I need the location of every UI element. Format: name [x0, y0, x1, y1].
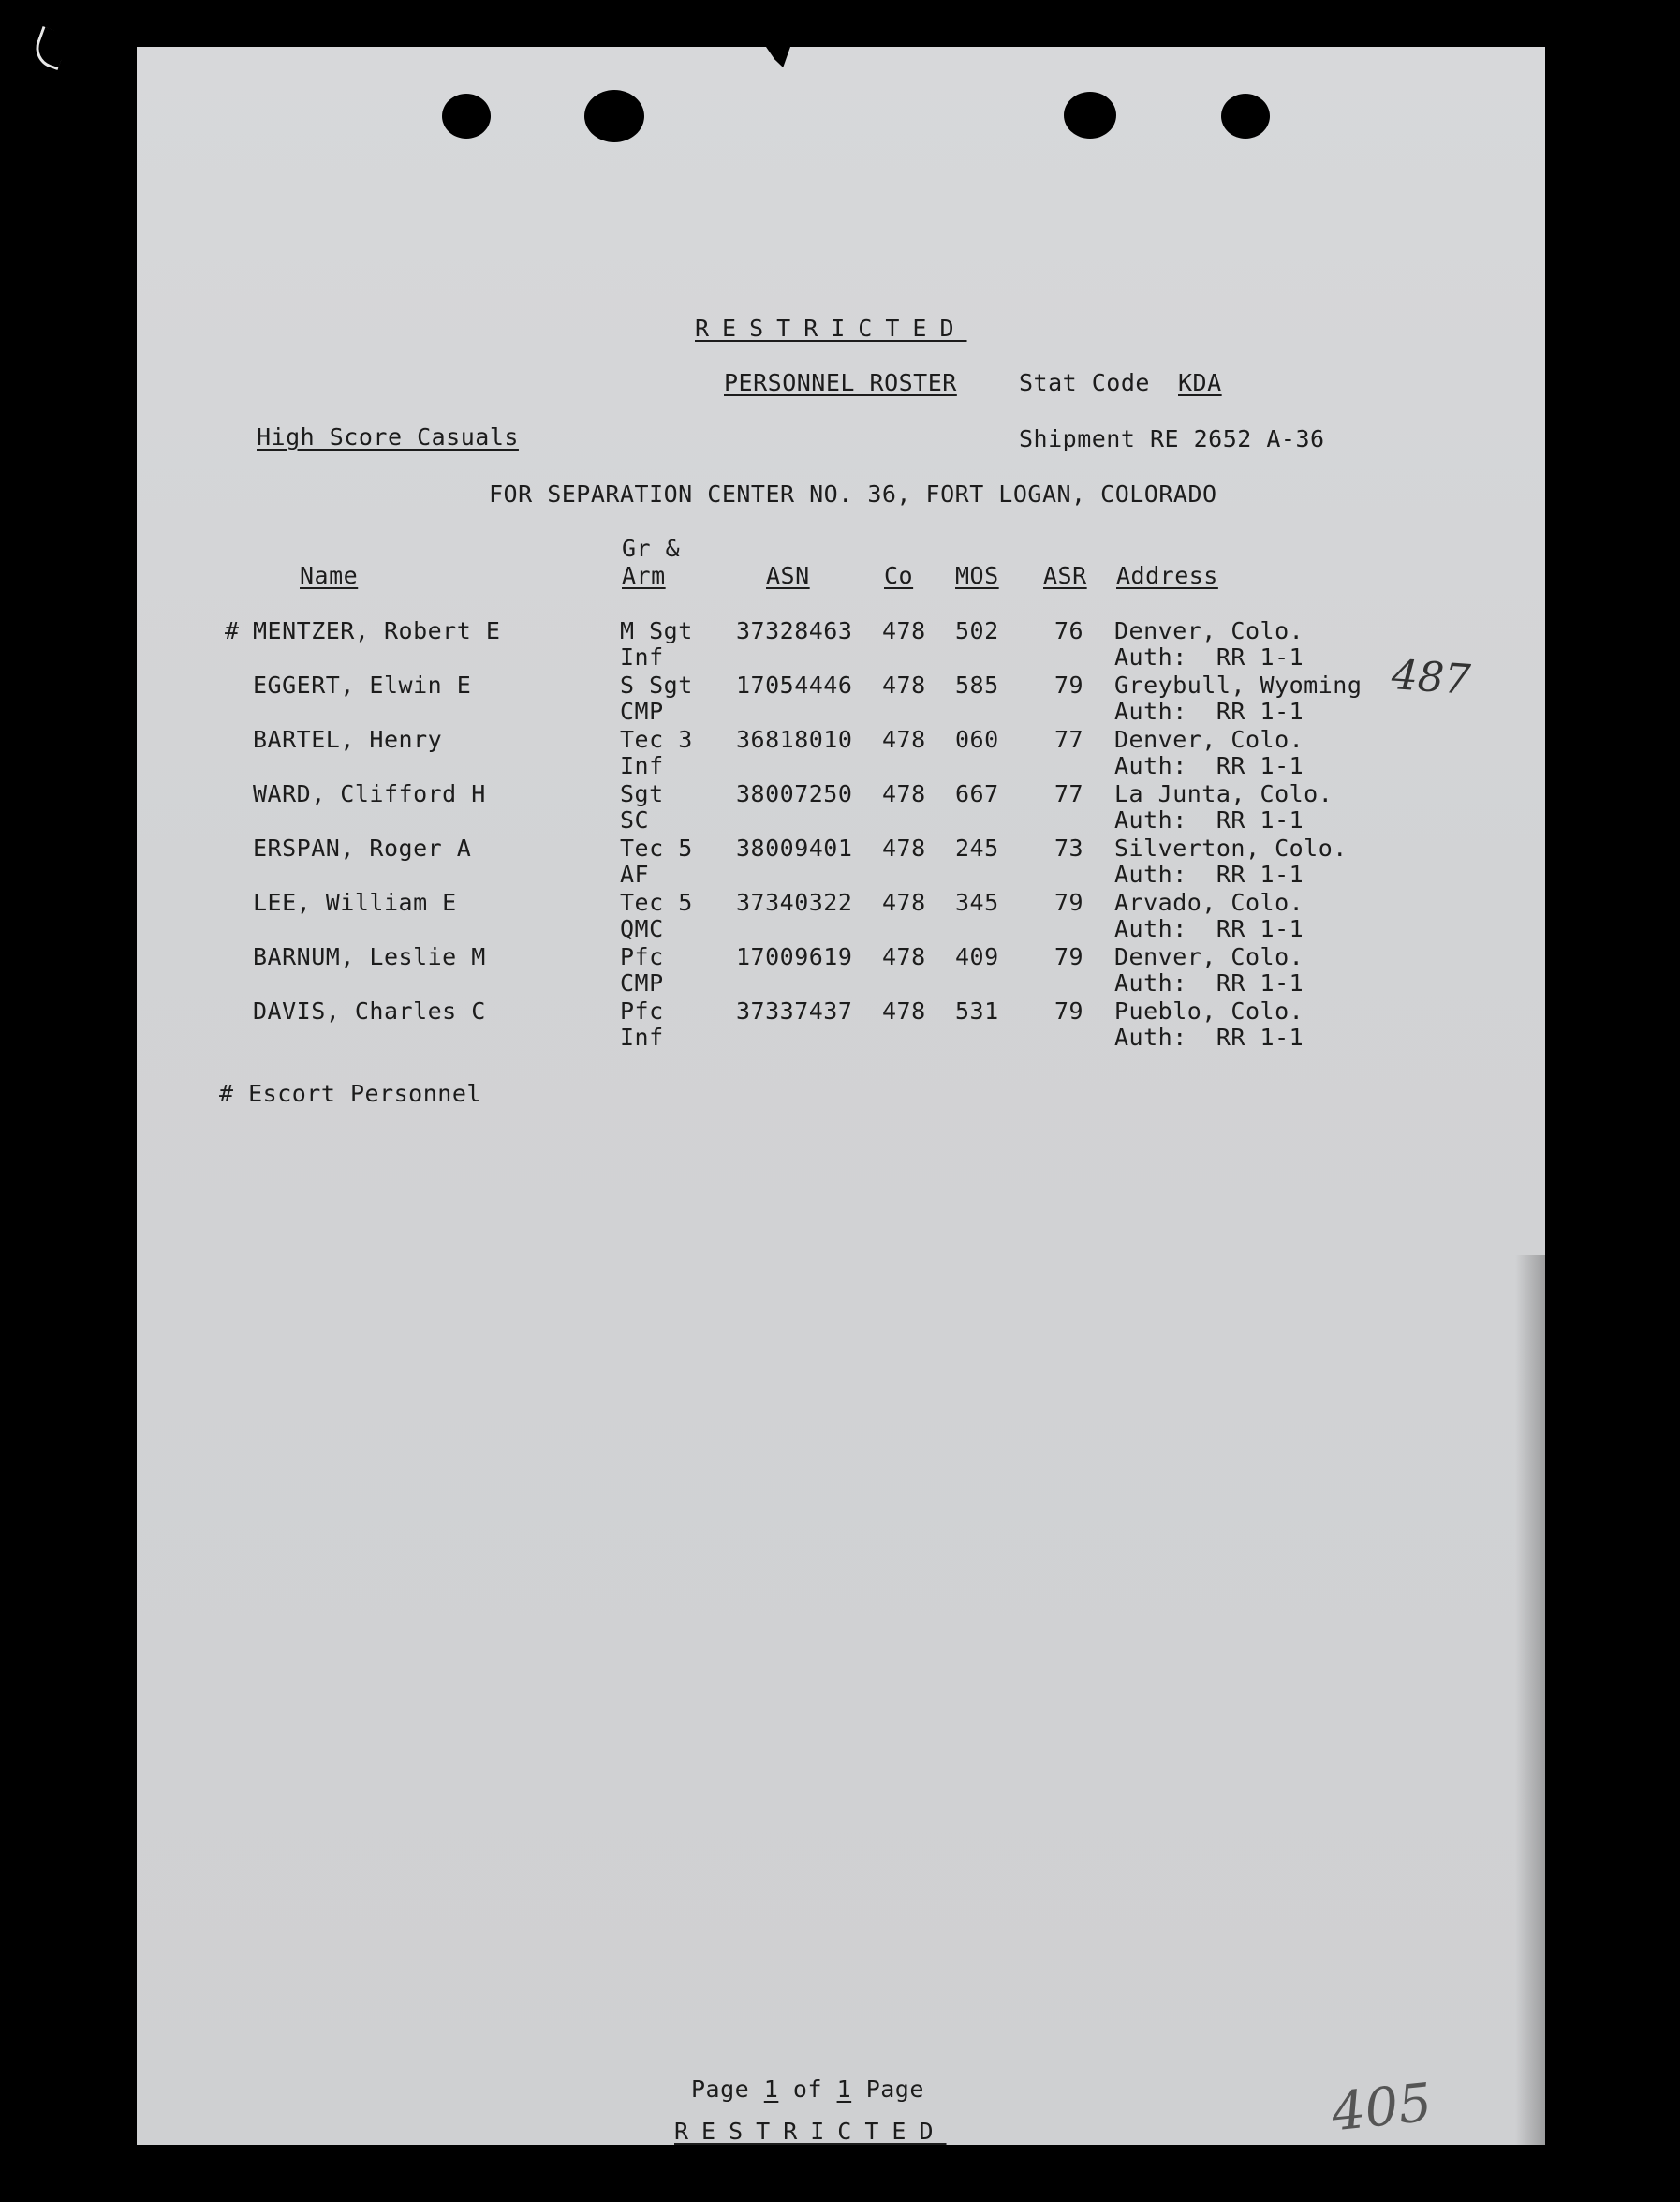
cell-co: 478 [882, 998, 926, 1025]
cell-name: BARNUM, Leslie M [253, 943, 486, 970]
cell-arm: Inf [620, 643, 664, 671]
cell-asr: 79 [1054, 943, 1084, 970]
page-total: 1 [836, 2076, 852, 2103]
cell-arm: QMC [620, 915, 664, 942]
cell-address: Greybull, Wyoming [1114, 672, 1363, 699]
page-indicator [691, 2076, 924, 2103]
col-header-address: Address [1116, 562, 1218, 589]
cell-grade: M Sgt [620, 617, 693, 644]
stat-code-value: KDA [1178, 369, 1222, 396]
cell-auth: Auth: RR 1-1 [1114, 806, 1304, 834]
cell-mos: 345 [955, 889, 999, 916]
cell-asr: 76 [1054, 617, 1084, 644]
cell-arm: CMP [620, 698, 664, 725]
cell-asr: 77 [1054, 726, 1084, 753]
cell-auth: Auth: RR 1-1 [1114, 643, 1304, 671]
cell-grade: Sgt [620, 780, 664, 807]
cell-auth: Auth: RR 1-1 [1114, 1024, 1304, 1051]
cell-mos: 502 [955, 617, 999, 644]
cell-name: MENTZER, Robert E [253, 617, 501, 644]
cell-mos: 409 [955, 943, 999, 970]
roster-title: PERSONNEL ROSTER [724, 369, 957, 396]
page-label: Page [691, 2076, 750, 2103]
cell-asr: 73 [1054, 835, 1084, 862]
cell-asr: 77 [1054, 780, 1084, 807]
cell-grade: Tec 5 [620, 835, 693, 862]
cell-name: WARD, Clifford H [253, 780, 486, 807]
cell-co: 478 [882, 835, 926, 862]
cell-name: EGGERT, Elwin E [253, 672, 472, 699]
page-number: 1 [763, 2076, 779, 2103]
punch-hole-1 [442, 94, 491, 139]
handwritten-number-bottom: 405 [1328, 2072, 1435, 2144]
shipment-number: Shipment RE 2652 A-36 [1019, 425, 1325, 452]
cell-auth: Auth: RR 1-1 [1114, 752, 1304, 779]
cell-arm: CMP [620, 969, 664, 997]
classification-bottom: RESTRICTED [674, 2118, 947, 2145]
cell-address: Pueblo, Colo. [1114, 998, 1304, 1025]
col-header-name: Name [300, 562, 359, 589]
cell-arm: SC [620, 806, 650, 834]
group-title: High Score Casuals [257, 423, 519, 451]
cell-auth: Auth: RR 1-1 [1114, 861, 1304, 888]
cell-name: BARTEL, Henry [253, 726, 443, 753]
cell-asn: 36818010 [736, 726, 853, 753]
cell-co: 478 [882, 726, 926, 753]
cell-asn: 37340322 [736, 889, 853, 916]
page-of: of [792, 2076, 823, 2103]
cell-arm: AF [620, 861, 650, 888]
cell-grade: Tec 5 [620, 889, 693, 916]
cell-auth: Auth: RR 1-1 [1114, 698, 1304, 725]
cell-arm: Inf [620, 752, 664, 779]
destination-line: FOR SEPARATION CENTER NO. 36, FORT LOGAN, COLORADO [489, 480, 1217, 508]
cell-auth: Auth: RR 1-1 [1114, 915, 1304, 942]
cell-co: 478 [882, 943, 926, 970]
cell-mos: 531 [955, 998, 999, 1025]
cell-name: DAVIS, Charles C [253, 998, 486, 1025]
cell-mos: 667 [955, 780, 999, 807]
scan-corner-mark [30, 26, 69, 70]
cell-grade: Tec 3 [620, 726, 693, 753]
stat-code-label: Stat Code [1019, 369, 1150, 396]
cell-asr: 79 [1054, 672, 1084, 699]
footnote-escort: # Escort Personnel [219, 1080, 481, 1107]
cell-asr: 79 [1054, 889, 1084, 916]
col-header-grade-arm-2: Arm [622, 562, 666, 589]
cell-co: 478 [882, 617, 926, 644]
cell-asn: 37337437 [736, 998, 853, 1025]
cell-co: 478 [882, 672, 926, 699]
cell-name: LEE, William E [253, 889, 457, 916]
cell-name: ERSPAN, Roger A [253, 835, 472, 862]
sheet-edge-shadow [1515, 1255, 1545, 2145]
cell-grade: Pfc [620, 998, 664, 1025]
handwritten-number-top: 487 [1390, 651, 1472, 704]
cell-asn: 37328463 [736, 617, 853, 644]
cell-auth: Auth: RR 1-1 [1114, 969, 1304, 997]
cell-address: Arvado, Colo. [1114, 889, 1304, 916]
escort-mark: # [225, 617, 240, 644]
cell-address: Denver, Colo. [1114, 943, 1304, 970]
cell-co: 478 [882, 780, 926, 807]
cell-mos: 060 [955, 726, 999, 753]
cell-arm: Inf [620, 1024, 664, 1051]
page-word: Page [865, 2076, 924, 2103]
col-header-asr: ASR [1043, 562, 1087, 589]
classification-top: RESTRICTED [695, 315, 967, 342]
cell-asr: 79 [1054, 998, 1084, 1025]
col-header-grade-arm-1: Gr & [622, 535, 681, 562]
cell-grade: Pfc [620, 943, 664, 970]
cell-grade: S Sgt [620, 672, 693, 699]
cell-co: 478 [882, 889, 926, 916]
cell-asn: 17054446 [736, 672, 853, 699]
col-header-mos: MOS [955, 562, 999, 589]
cell-asn: 38007250 [736, 780, 853, 807]
punch-hole-3 [1064, 92, 1116, 139]
punch-hole-4 [1221, 94, 1270, 139]
col-header-asn: ASN [766, 562, 810, 589]
cell-asn: 17009619 [736, 943, 853, 970]
cell-mos: 585 [955, 672, 999, 699]
cell-address: Denver, Colo. [1114, 726, 1304, 753]
cell-address: Denver, Colo. [1114, 617, 1304, 644]
cell-address: Silverton, Colo. [1114, 835, 1348, 862]
punch-hole-2 [584, 90, 644, 142]
cell-asn: 38009401 [736, 835, 853, 862]
cell-mos: 245 [955, 835, 999, 862]
col-header-co: Co [884, 562, 914, 589]
cell-address: La Junta, Colo. [1114, 780, 1334, 807]
